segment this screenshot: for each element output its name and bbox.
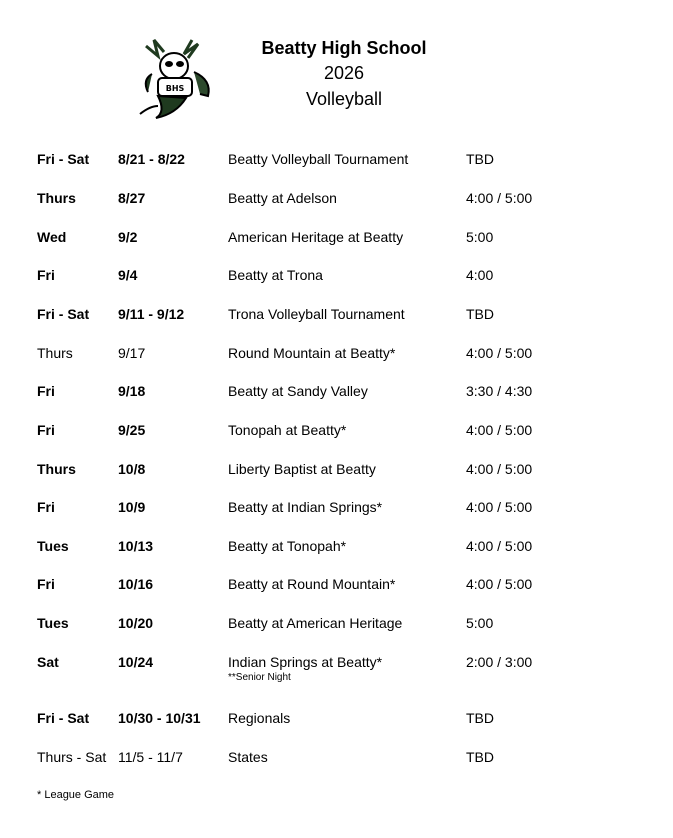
event-cell: Beatty at Trona	[228, 267, 323, 283]
date-cell: 9/11 - 9/12	[118, 306, 185, 322]
time-cell: 4:00 / 5:00	[466, 345, 533, 361]
schedule-year: 2026	[323, 63, 365, 83]
time-cell: 4:00 / 5:00	[466, 422, 533, 438]
time-cell: 5:00	[466, 229, 494, 245]
date-cell: 10/20	[118, 615, 154, 631]
event-cell: Tonopah at Beatty*	[228, 422, 347, 438]
time-cell: 4:00 / 5:00	[466, 461, 533, 477]
event-cell: Beatty at Round Mountain*	[228, 576, 396, 592]
time-cell: 4:00	[466, 267, 494, 283]
time-cell: 4:00 / 5:00	[466, 538, 533, 554]
date-cell: 9/25	[118, 422, 146, 438]
event-cell: American Heritage at Beatty	[228, 229, 404, 245]
event-cell: Beatty at Sandy Valley	[228, 383, 368, 399]
date-cell: 10/24	[118, 654, 154, 670]
date-cell: 10/13	[118, 538, 154, 554]
day-cell: Fri	[37, 422, 55, 438]
table-row	[0, 574, 673, 594]
league-game-footnote: * League Game	[37, 789, 115, 801]
date-cell: 10/8	[118, 461, 146, 477]
day-cell: Fri	[37, 383, 55, 399]
date-cell: 10/30 - 10/31	[118, 710, 201, 726]
event-cell: Liberty Baptist at Beatty	[228, 461, 376, 477]
day-cell: Fri	[37, 499, 55, 515]
school-name: Beatty High School	[261, 38, 427, 58]
hornet-mascot-icon	[136, 36, 218, 120]
time-cell: 4:00 / 5:00	[466, 499, 533, 515]
day-cell: Sat	[37, 654, 59, 670]
event-cell: Round Mountain at Beatty*	[228, 345, 396, 361]
day-cell: Thurs - Sat	[37, 749, 107, 765]
event-cell: Trona Volleyball Tournament	[228, 306, 405, 322]
date-cell: 9/17	[118, 345, 146, 361]
event-cell: Beatty at Indian Springs*	[228, 499, 383, 515]
table-row	[0, 381, 673, 401]
day-cell: Thurs	[37, 461, 76, 477]
table-row	[0, 420, 673, 440]
table-row	[0, 304, 673, 324]
date-cell: 11/5 - 11/7	[118, 749, 183, 765]
time-cell: TBD	[466, 306, 494, 322]
day-cell: Thurs	[37, 345, 73, 361]
event-cell: Indian Springs at Beatty*	[228, 654, 383, 670]
event-cell: Beatty Volleyball Tournament	[228, 151, 409, 167]
event-cell: Beatty at Tonopah*	[228, 538, 347, 554]
date-cell: 8/27	[118, 190, 146, 206]
schedule-header	[240, 36, 448, 112]
table-row	[0, 188, 673, 208]
day-cell: Fri - Sat	[37, 710, 90, 726]
table-row	[0, 343, 673, 363]
table-row	[0, 747, 673, 767]
table-row	[0, 497, 673, 517]
day-cell: Fri	[37, 576, 55, 592]
table-row	[0, 149, 673, 169]
time-cell: 5:00	[466, 615, 494, 631]
table-row	[0, 708, 673, 728]
day-cell: Tues	[37, 615, 69, 631]
event-cell: Beatty at Adelson	[228, 190, 337, 206]
table-row	[0, 265, 673, 285]
event-cell: Regionals	[228, 710, 291, 726]
senior-night-note: **Senior Night	[228, 672, 291, 683]
time-cell: TBD	[466, 151, 494, 167]
table-row	[0, 652, 673, 683]
table-row	[0, 459, 673, 479]
table-row	[0, 613, 673, 633]
day-cell: Fri	[37, 267, 55, 283]
date-cell: 10/16	[118, 576, 154, 592]
date-cell: 9/2	[118, 229, 138, 245]
date-cell: 10/9	[118, 499, 146, 515]
date-cell: 9/4	[118, 267, 138, 283]
date-cell: 8/21 - 8/22	[118, 151, 185, 167]
time-cell: 3:30 / 4:30	[466, 383, 533, 399]
day-cell: Fri - Sat	[37, 151, 90, 167]
table-row	[0, 227, 673, 247]
day-cell: Tues	[37, 538, 69, 554]
date-cell: 9/18	[118, 383, 146, 399]
time-cell: TBD	[466, 710, 494, 726]
sport-name: Volleyball	[305, 89, 383, 109]
event-cell: Beatty at American Heritage	[228, 615, 403, 631]
table-row	[0, 536, 673, 556]
time-cell: 4:00 / 5:00	[466, 576, 533, 592]
svg-text:BHS: BHS	[165, 84, 185, 93]
time-cell: TBD	[466, 749, 494, 765]
time-cell: 2:00 / 3:00	[466, 654, 533, 670]
day-cell: Thurs	[37, 190, 76, 206]
day-cell: Wed	[37, 229, 67, 245]
time-cell: 4:00 / 5:00	[466, 190, 533, 206]
event-cell: States	[228, 749, 268, 765]
day-cell: Fri - Sat	[37, 306, 90, 322]
